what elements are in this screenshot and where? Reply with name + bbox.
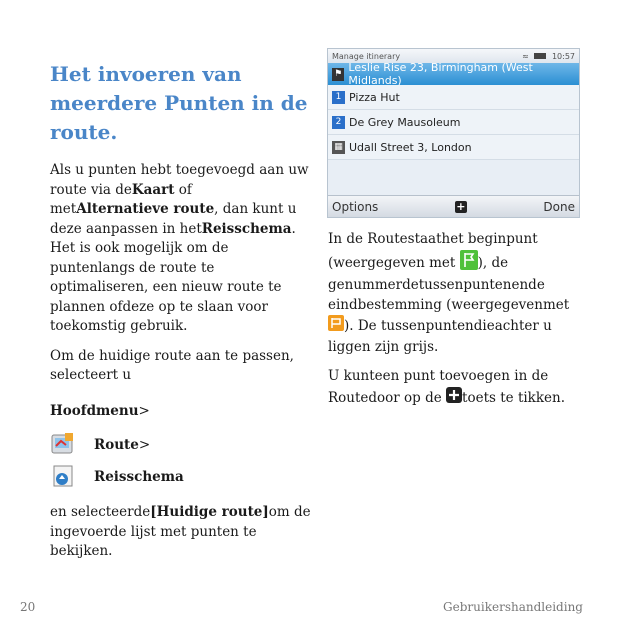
menu-path-main — [50, 402, 312, 422]
plus-key-icon — [446, 387, 462, 410]
menu-main-label: Hoofdmenu — [50, 402, 139, 419]
closing-paragraph — [50, 503, 312, 562]
menu-separator-2: > — [138, 437, 151, 453]
status-time: 10:57 — [551, 51, 575, 61]
term-reisschema: Reisschema — [201, 220, 292, 237]
add-text-1: U kunteen punt toevoegen in de Routedoor op de — [328, 368, 549, 406]
status-right — [522, 52, 575, 61]
waypoint-number: 2 — [332, 116, 345, 129]
itinerary-row-1[interactable] — [328, 85, 579, 110]
expl-text-2: ), de genummerdetussenpuntenende eindbestemming (weergegevenmet — [328, 254, 570, 313]
itinerary-row-2[interactable] — [328, 110, 579, 135]
expl-text-1: In de Routestaathet beginpunt (weergegeven met — [328, 231, 538, 271]
left-column — [50, 60, 312, 572]
intro-text-2: of met — [50, 181, 192, 217]
battery-icon — [534, 53, 546, 59]
page-title: Het invoeren van meerdere Punten in de route. — [50, 62, 308, 144]
route-icon — [50, 432, 76, 458]
intro-text-1: Als u punten hebt toegevoegd aan uw route via de — [50, 162, 309, 198]
options-button[interactable]: Options — [332, 199, 379, 214]
add-text-2: toets te tikken. — [462, 389, 566, 406]
menu-item-route — [50, 429, 312, 461]
flag-icon: ⚑ — [332, 68, 344, 81]
waypoint-number: 1 — [332, 91, 345, 104]
row-label: De Grey Mausoleum — [349, 115, 461, 129]
done-button[interactable]: Done — [543, 199, 575, 214]
itinerary-icon — [50, 464, 76, 490]
route-explanation — [328, 230, 582, 357]
wifi-icon: ≈ — [522, 51, 529, 61]
closing-text-1: en selecteerde — [50, 504, 151, 520]
page-number: 20 — [20, 600, 36, 614]
term-kaart: Kaart — [131, 181, 175, 198]
finish-flag-icon: ▦ — [332, 141, 345, 154]
row-label: Leslie Rise 23, Birmingham (West Midlands) — [348, 61, 533, 87]
itinerary-row-start[interactable] — [328, 63, 579, 85]
bottom-toolbar — [328, 195, 579, 217]
row-label: Udall Street 3, London — [349, 140, 472, 154]
start-flag-icon — [460, 250, 478, 277]
instruction-paragraph: Om de huidige route aan te passen, selecteert u — [50, 347, 294, 383]
intro-text-4: . Het is ook mogelijk om de puntenlangs de route te optimaliseren, een nieuw route te plannen ofdeze op te slaan voor toekomstig gebruik. — [50, 220, 296, 334]
manual-name: Gebruikershandleiding — [443, 600, 583, 614]
expl-text-3: ). De tussenpuntendieachter u liggen zijn grijs. — [328, 317, 552, 355]
menu-separator: > — [138, 402, 150, 419]
device-screenshot — [327, 48, 580, 218]
menu-reisschema-label: Reisschema — [94, 469, 184, 485]
screen-title: Manage itinerary — [332, 51, 401, 61]
add-point-paragraph — [328, 367, 582, 409]
right-column — [328, 230, 582, 419]
term-alternatieve-route: Alternatieve route — [76, 201, 215, 217]
itinerary-row-destination[interactable] — [328, 135, 579, 160]
intro-text-3: , dan kunt u deze aanpassen in het — [50, 201, 297, 237]
row-label: Pizza Hut — [349, 90, 400, 104]
menu-route-label: Route — [94, 437, 139, 453]
add-icon[interactable]: + — [456, 200, 466, 213]
menu-item-reisschema — [50, 461, 312, 493]
intro-paragraph — [50, 161, 312, 337]
term-huidige-route: [Huidige route] — [150, 504, 269, 520]
destination-flag-icon — [328, 315, 344, 338]
closing-text-2: om de ingevoerde lijst met punten te bekijken. — [50, 504, 311, 559]
